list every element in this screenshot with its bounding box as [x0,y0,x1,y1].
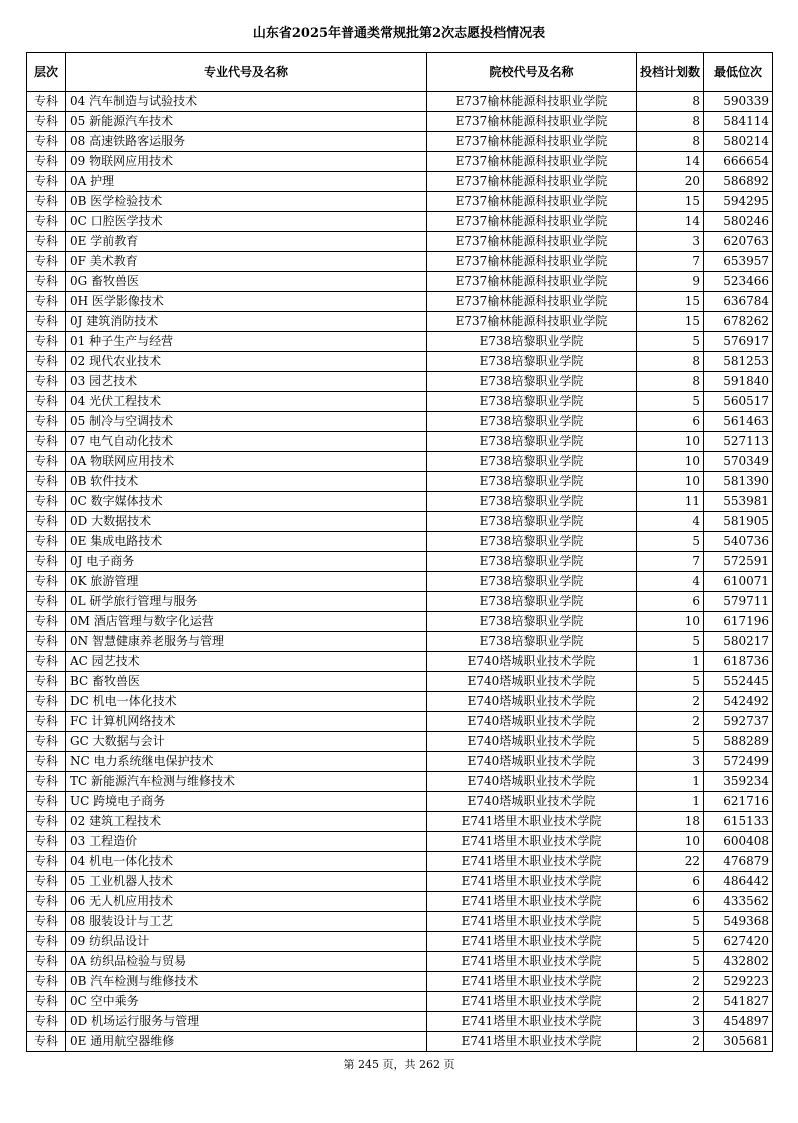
cell-school: E737榆林能源科技职业学院 [427,312,637,332]
cell-rank: 359234 [704,772,773,792]
table-row [27,1012,773,1032]
cell-level: 专科 [27,872,66,892]
cell-major: 0E 学前教育 [66,232,427,252]
cell-major: 05 新能源汽车技术 [66,112,427,132]
cell-major: 0E 集成电路技术 [66,532,427,552]
cell-school: E737榆林能源科技职业学院 [427,252,637,272]
cell-school: E741塔里木职业技术学院 [427,1032,637,1052]
cell-plan: 7 [637,552,704,572]
cell-rank: 540736 [704,532,773,552]
cell-major: 0A 物联网应用技术 [66,452,427,472]
cell-school: E738培黎职业学院 [427,332,637,352]
cell-school: E740塔城职业技术学院 [427,772,637,792]
cell-level: 专科 [27,432,66,452]
cell-plan: 4 [637,512,704,532]
cell-school: E740塔城职业技术学院 [427,692,637,712]
cell-school: E738培黎职业学院 [427,592,637,612]
cell-level: 专科 [27,812,66,832]
header-level: 层次 [27,53,66,92]
table-row [27,312,773,332]
cell-major: 01 种子生产与经营 [66,332,427,352]
cell-rank: 433562 [704,892,773,912]
cell-major: 0C 数字媒体技术 [66,492,427,512]
table-row [27,952,773,972]
cell-major: 06 无人机应用技术 [66,892,427,912]
table-row [27,152,773,172]
cell-major: 0C 空中乘务 [66,992,427,1012]
cell-level: 专科 [27,712,66,732]
cell-major: 09 纺织品设计 [66,932,427,952]
cell-school: E741塔里木职业技术学院 [427,932,637,952]
cell-school: E740塔城职业技术学院 [427,752,637,772]
cell-level: 专科 [27,452,66,472]
cell-plan: 10 [637,832,704,852]
cell-plan: 2 [637,692,704,712]
table-row [27,292,773,312]
cell-rank: 621716 [704,792,773,812]
table-row [27,772,773,792]
table-row [27,912,773,932]
table-row [27,372,773,392]
cell-major: FC 计算机网络技术 [66,712,427,732]
cell-plan: 6 [637,872,704,892]
cell-plan: 18 [637,812,704,832]
cell-major: 04 光伏工程技术 [66,392,427,412]
cell-major: 08 高速铁路客运服务 [66,132,427,152]
table-row [27,592,773,612]
cell-school: E737榆林能源科技职业学院 [427,232,637,252]
cell-plan: 5 [637,632,704,652]
table-row [27,252,773,272]
cell-plan: 5 [637,392,704,412]
cell-plan: 15 [637,192,704,212]
cell-school: E738培黎职业学院 [427,472,637,492]
cell-school: E737榆林能源科技职业学院 [427,152,637,172]
table-row [27,632,773,652]
cell-major: 05 制冷与空调技术 [66,412,427,432]
table-row [27,132,773,152]
header-rank: 最低位次 [704,53,773,92]
cell-rank: 678262 [704,312,773,332]
table-row [27,812,773,832]
cell-school: E738培黎职业学院 [427,612,637,632]
cell-plan: 4 [637,572,704,592]
cell-major: 0B 汽车检测与维修技术 [66,972,427,992]
cell-major: 07 电气自动化技术 [66,432,427,452]
cell-major: 0L 研学旅行管理与服务 [66,592,427,612]
cell-major: 0E 通用航空器维修 [66,1032,427,1052]
cell-plan: 3 [637,1012,704,1032]
cell-level: 专科 [27,492,66,512]
page-number: 第 245 页，共 262 页 [343,1058,455,1071]
table-row [27,512,773,532]
table-row [27,212,773,232]
cell-level: 专科 [27,652,66,672]
cell-plan: 6 [637,412,704,432]
cell-school: E738培黎职业学院 [427,512,637,532]
cell-level: 专科 [27,372,66,392]
table-row [27,612,773,632]
table-row [27,712,773,732]
cell-rank: 581390 [704,472,773,492]
cell-level: 专科 [27,852,66,872]
table-row [27,792,773,812]
cell-plan: 9 [637,272,704,292]
cell-plan: 5 [637,952,704,972]
table-row [27,832,773,852]
cell-level: 专科 [27,512,66,532]
cell-plan: 10 [637,612,704,632]
cell-rank: 486442 [704,872,773,892]
cell-level: 专科 [27,172,66,192]
cell-school: E741塔里木职业技术学院 [427,972,637,992]
cell-level: 专科 [27,752,66,772]
cell-plan: 15 [637,312,704,332]
cell-level: 专科 [27,732,66,752]
cell-major: 0H 医学影像技术 [66,292,427,312]
cell-plan: 2 [637,992,704,1012]
cell-major: 0D 机场运行服务与管理 [66,1012,427,1032]
cell-school: E740塔城职业技术学院 [427,652,637,672]
cell-plan: 14 [637,152,704,172]
cell-major: 0D 大数据技术 [66,512,427,532]
table-row [27,672,773,692]
cell-rank: 561463 [704,412,773,432]
table-row [27,412,773,432]
table-body [27,92,773,1052]
cell-school: E737榆林能源科技职业学院 [427,272,637,292]
cell-rank: 591840 [704,372,773,392]
cell-major: 0M 酒店管理与数字化运营 [66,612,427,632]
cell-rank: 580246 [704,212,773,232]
cell-plan: 14 [637,212,704,232]
cell-plan: 5 [637,912,704,932]
table-row [27,472,773,492]
table-row [27,652,773,672]
cell-rank: 523466 [704,272,773,292]
cell-plan: 1 [637,772,704,792]
cell-major: 0F 美术教育 [66,252,427,272]
cell-school: E738培黎职业学院 [427,452,637,472]
cell-level: 专科 [27,132,66,152]
cell-major: 03 园艺技术 [66,372,427,392]
cell-school: E741塔里木职业技术学院 [427,952,637,972]
cell-rank: 527113 [704,432,773,452]
cell-plan: 3 [637,232,704,252]
cell-school: E738培黎职业学院 [427,632,637,652]
cell-level: 专科 [27,272,66,292]
cell-major: AC 园艺技术 [66,652,427,672]
cell-major: 0G 畜牧兽医 [66,272,427,292]
cell-major: 02 建筑工程技术 [66,812,427,832]
table-row [27,992,773,1012]
cell-major: UC 跨境电子商务 [66,792,427,812]
table-row [27,452,773,472]
cell-rank: 579711 [704,592,773,612]
cell-school: E737榆林能源科技职业学院 [427,192,637,212]
cell-level: 专科 [27,1012,66,1032]
table-row [27,492,773,512]
cell-plan: 10 [637,472,704,492]
table-row [27,392,773,412]
cell-plan: 15 [637,292,704,312]
cell-rank: 305681 [704,1032,773,1052]
header-major: 专业代号及名称 [66,53,427,92]
cell-plan: 5 [637,932,704,952]
cell-school: E738培黎职业学院 [427,392,637,412]
table-row [27,752,773,772]
cell-rank: 549368 [704,912,773,932]
cell-major: 0J 建筑消防技术 [66,312,427,332]
cell-major: 0A 纺织品检验与贸易 [66,952,427,972]
cell-school: E738培黎职业学院 [427,432,637,452]
cell-plan: 5 [637,732,704,752]
header-plan: 投档计划数 [637,53,704,92]
cell-level: 专科 [27,552,66,572]
cell-plan: 8 [637,372,704,392]
table-row [27,432,773,452]
cell-major: 0B 医学检验技术 [66,192,427,212]
cell-rank: 584114 [704,112,773,132]
cell-rank: 572499 [704,752,773,772]
table-row [27,892,773,912]
cell-school: E741塔里木职业技术学院 [427,852,637,872]
cell-level: 专科 [27,792,66,812]
cell-school: E738培黎职业学院 [427,412,637,432]
cell-rank: 636784 [704,292,773,312]
cell-rank: 590339 [704,92,773,112]
cell-rank: 618736 [704,652,773,672]
cell-level: 专科 [27,692,66,712]
cell-major: 0B 软件技术 [66,472,427,492]
cell-plan: 5 [637,332,704,352]
cell-school: E740塔城职业技术学院 [427,732,637,752]
cell-rank: 666654 [704,152,773,172]
cell-rank: 615133 [704,812,773,832]
cell-level: 专科 [27,632,66,652]
cell-rank: 580214 [704,132,773,152]
table-row [27,972,773,992]
cell-plan: 1 [637,792,704,812]
cell-level: 专科 [27,572,66,592]
table-row [27,1032,773,1052]
cell-rank: 600408 [704,832,773,852]
cell-level: 专科 [27,952,66,972]
cell-rank: 610071 [704,572,773,592]
cell-school: E741塔里木职业技术学院 [427,892,637,912]
cell-rank: 572591 [704,552,773,572]
cell-major: 0A 护理 [66,172,427,192]
cell-level: 专科 [27,532,66,552]
cell-school: E737榆林能源科技职业学院 [427,112,637,132]
cell-plan: 22 [637,852,704,872]
cell-major: NC 电力系统继电保护技术 [66,752,427,772]
cell-rank: 553981 [704,492,773,512]
cell-major: 09 物联网应用技术 [66,152,427,172]
cell-level: 专科 [27,612,66,632]
cell-rank: 581905 [704,512,773,532]
cell-school: E740塔城职业技术学院 [427,672,637,692]
cell-plan: 20 [637,172,704,192]
cell-school: E741塔里木职业技术学院 [427,812,637,832]
cell-plan: 2 [637,712,704,732]
cell-level: 专科 [27,232,66,252]
cell-school: E738培黎职业学院 [427,372,637,392]
table-row [27,232,773,252]
cell-rank: 617196 [704,612,773,632]
cell-rank: 552445 [704,672,773,692]
cell-rank: 529223 [704,972,773,992]
cell-plan: 2 [637,972,704,992]
cell-level: 专科 [27,972,66,992]
table-row [27,112,773,132]
cell-major: 02 现代农业技术 [66,352,427,372]
cell-plan: 11 [637,492,704,512]
table-row [27,532,773,552]
cell-rank: 560517 [704,392,773,412]
cell-plan: 8 [637,92,704,112]
cell-level: 专科 [27,592,66,612]
cell-plan: 7 [637,252,704,272]
cell-level: 专科 [27,392,66,412]
cell-level: 专科 [27,112,66,132]
cell-school: E741塔里木职业技术学院 [427,832,637,852]
cell-plan: 8 [637,352,704,372]
cell-plan: 5 [637,532,704,552]
cell-level: 专科 [27,412,66,432]
cell-level: 专科 [27,672,66,692]
cell-school: E737榆林能源科技职业学院 [427,92,637,112]
cell-school: E741塔里木职业技术学院 [427,1012,637,1032]
cell-major: 08 服装设计与工艺 [66,912,427,932]
cell-plan: 10 [637,432,704,452]
cell-plan: 6 [637,592,704,612]
table-row [27,332,773,352]
table-row [27,272,773,292]
cell-major: 03 工程造价 [66,832,427,852]
cell-rank: 653957 [704,252,773,272]
cell-school: E737榆林能源科技职业学院 [427,172,637,192]
cell-rank: 476879 [704,852,773,872]
admission-table [26,52,773,1052]
cell-level: 专科 [27,252,66,272]
cell-plan: 10 [637,452,704,472]
cell-major: 05 工业机器人技术 [66,872,427,892]
cell-school: E737榆林能源科技职业学院 [427,292,637,312]
cell-level: 专科 [27,312,66,332]
cell-major: 0K 旅游管理 [66,572,427,592]
cell-plan: 8 [637,112,704,132]
cell-major: 04 汽车制造与试验技术 [66,92,427,112]
cell-level: 专科 [27,832,66,852]
cell-level: 专科 [27,932,66,952]
cell-level: 专科 [27,292,66,312]
cell-level: 专科 [27,772,66,792]
table-row [27,92,773,112]
cell-rank: 581253 [704,352,773,372]
cell-level: 专科 [27,212,66,232]
table-row [27,692,773,712]
table-row [27,172,773,192]
cell-school: E738培黎职业学院 [427,532,637,552]
cell-rank: 454897 [704,1012,773,1032]
table-row [27,352,773,372]
cell-rank: 576917 [704,332,773,352]
cell-plan: 6 [637,892,704,912]
cell-school: E740塔城职业技术学院 [427,712,637,732]
cell-level: 专科 [27,1032,66,1052]
table-row [27,192,773,212]
cell-plan: 5 [637,672,704,692]
cell-rank: 592737 [704,712,773,732]
cell-school: E737榆林能源科技职业学院 [427,212,637,232]
cell-level: 专科 [27,992,66,1012]
cell-major: 0J 电子商务 [66,552,427,572]
cell-level: 专科 [27,912,66,932]
cell-rank: 580217 [704,632,773,652]
cell-major: GC 大数据与会计 [66,732,427,752]
table-row [27,852,773,872]
table-row [27,932,773,952]
cell-school: E738培黎职业学院 [427,552,637,572]
cell-school: E741塔里木职业技术学院 [427,872,637,892]
cell-major: 0C 口腔医学技术 [66,212,427,232]
table-row [27,872,773,892]
cell-school: E738培黎职业学院 [427,492,637,512]
table-row [27,732,773,752]
cell-rank: 542492 [704,692,773,712]
cell-school: E737榆林能源科技职业学院 [427,132,637,152]
cell-major: DC 机电一体化技术 [66,692,427,712]
cell-level: 专科 [27,332,66,352]
cell-rank: 594295 [704,192,773,212]
table-row [27,552,773,572]
cell-major: TC 新能源汽车检测与维修技术 [66,772,427,792]
cell-school: E741塔里木职业技术学院 [427,992,637,1012]
cell-school: E741塔里木职业技术学院 [427,912,637,932]
cell-school: E738培黎职业学院 [427,352,637,372]
cell-school: E738培黎职业学院 [427,572,637,592]
cell-plan: 1 [637,652,704,672]
cell-rank: 588289 [704,732,773,752]
cell-rank: 541827 [704,992,773,1012]
cell-major: BC 畜牧兽医 [66,672,427,692]
cell-rank: 627420 [704,932,773,952]
cell-rank: 570349 [704,452,773,472]
cell-level: 专科 [27,352,66,372]
table-header-row [27,53,773,92]
cell-rank: 432802 [704,952,773,972]
header-school: 院校代号及名称 [427,53,637,92]
cell-plan: 2 [637,1032,704,1052]
cell-plan: 3 [637,752,704,772]
cell-level: 专科 [27,92,66,112]
cell-plan: 8 [637,132,704,152]
cell-rank: 586892 [704,172,773,192]
table-row [27,572,773,592]
cell-level: 专科 [27,472,66,492]
page-title: 山东省2025年普通类常规批第2次志愿投档情况表 [252,26,546,41]
cell-level: 专科 [27,892,66,912]
cell-major: 04 机电一体化技术 [66,852,427,872]
cell-school: E740塔城职业技术学院 [427,792,637,812]
cell-level: 专科 [27,152,66,172]
cell-major: 0N 智慧健康养老服务与管理 [66,632,427,652]
cell-level: 专科 [27,192,66,212]
cell-rank: 620763 [704,232,773,252]
